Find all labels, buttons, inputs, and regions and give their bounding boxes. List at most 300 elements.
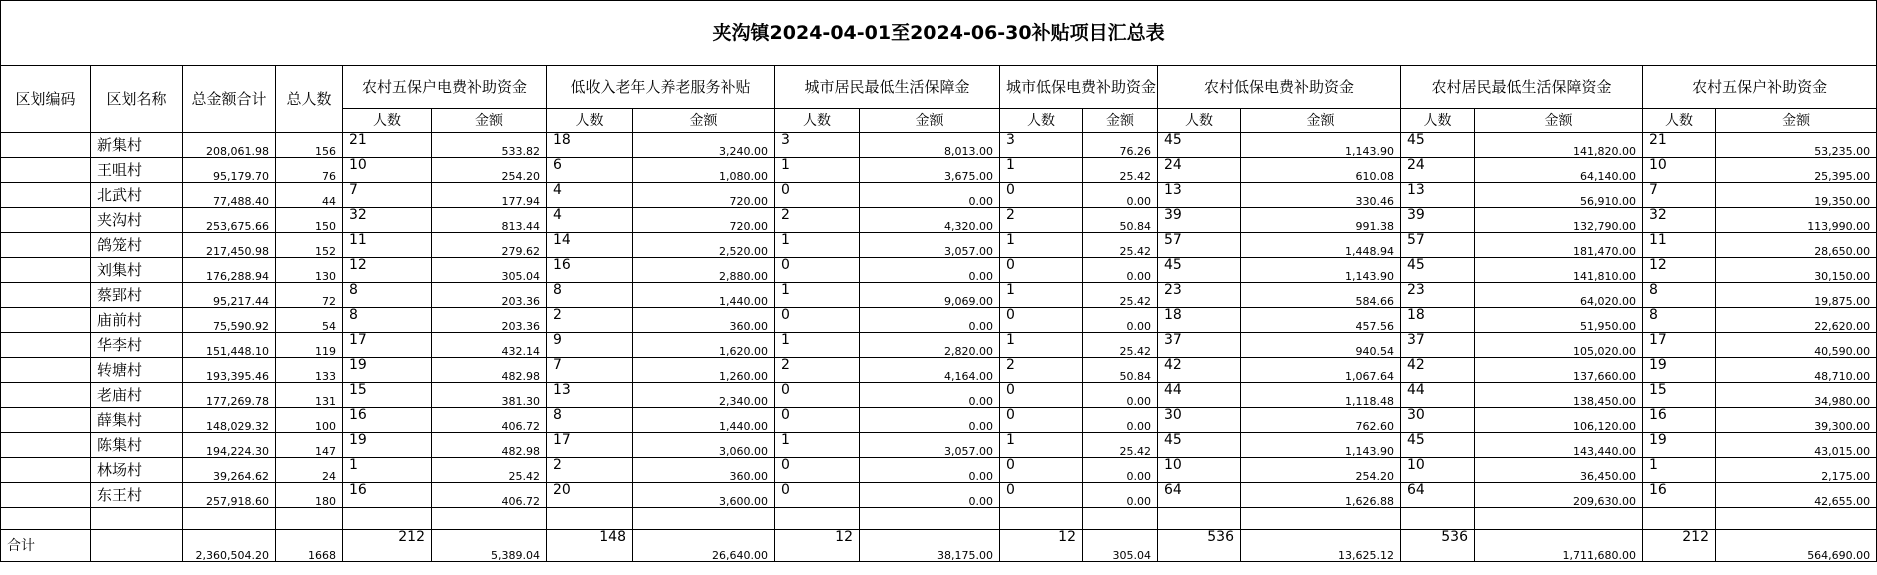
total-amount-value: 5,389.04 [432,530,547,562]
amount-cell: 141,810.00 [1475,258,1643,283]
amount-cell: 3,057.00 [860,433,1000,458]
people-count-cell: 19 [1643,433,1716,458]
amount-cell: 0.00 [1083,258,1158,283]
subheader-people: 人数 [1401,109,1475,133]
subheader-people: 人数 [1000,109,1083,133]
total-amount-cell: 77,488.40 [183,183,276,208]
subheader-people: 人数 [343,109,432,133]
group-header: 农村五保户补助资金 [1643,66,1877,109]
people-count-cell: 1 [1000,233,1083,258]
table-row [1,358,1877,383]
village-name-cell: 林场村 [91,458,183,483]
people-count-cell: 19 [343,358,432,383]
group-header: 农村居民最低生活保障资金 [1401,66,1643,109]
code-cell [1,208,91,233]
amount-cell: 1,143.90 [1241,133,1401,158]
people-count-cell: 19 [1643,358,1716,383]
people-count-cell: 21 [1643,133,1716,158]
people-count-cell: 1 [1000,433,1083,458]
people-count-cell: 16 [343,408,432,433]
amount-cell: 177.94 [432,183,547,208]
total-people-cell: 180 [276,483,343,508]
people-count-cell: 0 [775,308,860,333]
total-people-cell: 156 [276,133,343,158]
total-people-cell: 131 [276,383,343,408]
amount-cell: 132,790.00 [1475,208,1643,233]
people-count-cell: 0 [1000,383,1083,408]
people-count-cell: 13 [1401,183,1475,208]
amount-cell: 305.04 [432,258,547,283]
total-amount-cell: 39,264.62 [183,458,276,483]
total-amount-cell: 177,269.78 [183,383,276,408]
amount-cell: 0.00 [860,308,1000,333]
amount-cell: 30,150.00 [1716,258,1877,283]
total-people-cell: 150 [276,208,343,233]
total-people-cell: 119 [276,333,343,358]
people-count-cell: 18 [1158,308,1241,333]
village-name-cell: 刘集村 [91,258,183,283]
people-count-cell: 14 [547,233,633,258]
total-amount-cell: 176,288.94 [183,258,276,283]
total-people-count: 12 [775,530,860,562]
subheader-people: 人数 [1643,109,1716,133]
amount-cell: 19,875.00 [1716,283,1877,308]
table-row [1,283,1877,308]
code-cell [1,233,91,258]
people-count-cell: 0 [775,458,860,483]
amount-cell: 3,060.00 [633,433,775,458]
people-count-cell: 32 [343,208,432,233]
total-people-cell: 130 [276,258,343,283]
code-cell [1,308,91,333]
total-name-cell [91,530,183,562]
amount-cell: 3,240.00 [633,133,775,158]
people-count-cell: 12 [1643,258,1716,283]
people-count-cell: 0 [775,183,860,208]
people-count-cell: 17 [1643,333,1716,358]
amount-cell: 330.46 [1241,183,1401,208]
table-row [1,133,1877,158]
total-amount-cell: 257,918.60 [183,483,276,508]
people-count-cell: 45 [1158,133,1241,158]
amount-cell: 105,020.00 [1475,333,1643,358]
people-count-cell: 23 [1158,283,1241,308]
amount-cell: 138,450.00 [1475,383,1643,408]
village-name-cell: 夹沟村 [91,208,183,233]
total-amount-value: 305.04 [1083,530,1158,562]
people-count-cell: 2 [1000,208,1083,233]
people-count-cell: 2 [547,458,633,483]
amount-cell: 50.84 [1083,358,1158,383]
people-count-cell: 18 [1401,308,1475,333]
village-name-cell: 鸽笼村 [91,233,183,258]
amount-cell: 25.42 [1083,333,1158,358]
group-header: 农村五保户电费补助资金 [343,66,547,109]
amount-cell: 2,340.00 [633,383,775,408]
people-count-cell: 8 [547,283,633,308]
people-count-cell: 16 [343,483,432,508]
amount-cell: 279.62 [432,233,547,258]
total-people-cell: 100 [276,408,343,433]
total-people-cell: 133 [276,358,343,383]
amount-cell: 0.00 [1083,308,1158,333]
people-count-cell: 0 [775,483,860,508]
total-amount-cell: 148,029.32 [183,408,276,433]
code-cell [1,333,91,358]
header-code: 区划编码 [1,66,91,133]
people-count-cell: 42 [1158,358,1241,383]
amount-cell: 0.00 [860,258,1000,283]
amount-cell: 25.42 [1083,158,1158,183]
people-count-cell: 10 [1643,158,1716,183]
amount-cell: 1,448.94 [1241,233,1401,258]
people-count-cell: 2 [775,358,860,383]
total-amount-cell: 2,360,504.20 [183,530,276,562]
amount-cell: 1,067.64 [1241,358,1401,383]
total-people-cell: 152 [276,233,343,258]
table-row [1,258,1877,283]
amount-cell: 8,013.00 [860,133,1000,158]
amount-cell: 0.00 [860,183,1000,208]
people-count-cell: 39 [1401,208,1475,233]
amount-cell: 406.72 [432,483,547,508]
total-people-cell: 24 [276,458,343,483]
amount-cell: 25.42 [1083,233,1158,258]
people-count-cell: 16 [1643,483,1716,508]
people-count-cell: 1 [1000,283,1083,308]
people-count-cell: 18 [547,133,633,158]
code-cell [1,408,91,433]
people-count-cell: 15 [1643,383,1716,408]
amount-cell: 25.42 [1083,283,1158,308]
amount-cell: 1,143.90 [1241,258,1401,283]
amount-cell: 360.00 [633,458,775,483]
amount-cell: 1,260.00 [633,358,775,383]
total-people-cell: 1668 [276,530,343,562]
amount-cell: 991.38 [1241,208,1401,233]
people-count-cell: 7 [1643,183,1716,208]
people-count-cell: 3 [775,133,860,158]
people-count-cell: 8 [1643,308,1716,333]
people-count-cell: 11 [1643,233,1716,258]
amount-cell: 42,655.00 [1716,483,1877,508]
people-count-cell: 1 [775,158,860,183]
amount-cell: 25.42 [432,458,547,483]
subheader-amount: 金额 [1716,109,1877,133]
header-name: 区划名称 [91,66,183,133]
amount-cell: 64,020.00 [1475,283,1643,308]
amount-cell: 2,175.00 [1716,458,1877,483]
total-amount-cell: 151,448.10 [183,333,276,358]
people-count-cell: 17 [547,433,633,458]
people-count-cell: 12 [343,258,432,283]
amount-cell: 720.00 [633,208,775,233]
amount-cell: 0.00 [1083,458,1158,483]
people-count-cell: 24 [1158,158,1241,183]
amount-cell: 533.82 [432,133,547,158]
amount-cell: 0.00 [860,383,1000,408]
total-amount-value: 26,640.00 [633,530,775,562]
village-name-cell: 庙前村 [91,308,183,333]
people-count-cell: 10 [1401,458,1475,483]
total-amount-cell: 217,450.98 [183,233,276,258]
table-row [1,408,1877,433]
people-count-cell: 6 [547,158,633,183]
total-people-count: 536 [1158,530,1241,562]
total-people-count: 148 [547,530,633,562]
people-count-cell: 7 [343,183,432,208]
total-people-cell: 72 [276,283,343,308]
total-label: 合计 [1,530,91,562]
total-amount-cell: 75,590.92 [183,308,276,333]
amount-cell: 22,620.00 [1716,308,1877,333]
people-count-cell: 7 [547,358,633,383]
village-name-cell: 转塘村 [91,358,183,383]
amount-cell: 0.00 [860,458,1000,483]
amount-cell: 203.36 [432,283,547,308]
amount-cell: 0.00 [860,408,1000,433]
amount-cell: 36,450.00 [1475,458,1643,483]
total-people-cell: 44 [276,183,343,208]
code-cell [1,358,91,383]
people-count-cell: 1 [1000,158,1083,183]
subheader-amount: 金额 [432,109,547,133]
amount-cell: 3,675.00 [860,158,1000,183]
people-count-cell: 16 [1643,408,1716,433]
people-count-cell: 1 [775,333,860,358]
village-name-cell: 东王村 [91,483,183,508]
amount-cell: 940.54 [1241,333,1401,358]
amount-cell: 0.00 [1083,383,1158,408]
amount-cell: 610.08 [1241,158,1401,183]
total-amount-cell: 95,217.44 [183,283,276,308]
amount-cell: 381.30 [432,383,547,408]
total-amount-cell: 193,395.46 [183,358,276,383]
code-cell [1,258,91,283]
people-count-cell: 4 [547,183,633,208]
people-count-cell: 39 [1158,208,1241,233]
amount-cell: 56,910.00 [1475,183,1643,208]
people-count-cell: 8 [547,408,633,433]
amount-cell: 1,080.00 [633,158,775,183]
people-count-cell: 44 [1158,383,1241,408]
amount-cell: 0.00 [860,483,1000,508]
subheader-amount: 金额 [1475,109,1643,133]
amount-cell: 143,440.00 [1475,433,1643,458]
people-count-cell: 21 [343,133,432,158]
total-people-count: 536 [1401,530,1475,562]
total-amount-cell: 194,224.30 [183,433,276,458]
people-count-cell: 3 [1000,133,1083,158]
amount-cell: 3,600.00 [633,483,775,508]
people-count-cell: 1 [775,283,860,308]
amount-cell: 4,164.00 [860,358,1000,383]
people-count-cell: 37 [1401,333,1475,358]
amount-cell: 1,118.48 [1241,383,1401,408]
amount-cell: 360.00 [633,308,775,333]
total-people-cell: 54 [276,308,343,333]
amount-cell: 3,057.00 [860,233,1000,258]
code-cell [1,283,91,308]
people-count-cell: 10 [1158,458,1241,483]
amount-cell: 254.20 [432,158,547,183]
code-cell [1,183,91,208]
total-row [1,530,1877,562]
subheader-amount: 金额 [860,109,1000,133]
amount-cell: 1,440.00 [633,408,775,433]
amount-cell: 9,069.00 [860,283,1000,308]
amount-cell: 64,140.00 [1475,158,1643,183]
people-count-cell: 45 [1401,433,1475,458]
total-people-cell: 147 [276,433,343,458]
total-amount-value: 13,625.12 [1241,530,1401,562]
people-count-cell: 2 [775,208,860,233]
amount-cell: 0.00 [1083,183,1158,208]
village-name-cell: 华李村 [91,333,183,358]
village-name-cell: 新集村 [91,133,183,158]
header-total-amount: 总金额合计 [183,66,276,133]
amount-cell: 203.36 [432,308,547,333]
amount-cell: 19,350.00 [1716,183,1877,208]
group-header: 城市低保电费补助资金 [1000,66,1158,109]
table-row [1,183,1877,208]
amount-cell: 1,626.88 [1241,483,1401,508]
people-count-cell: 19 [343,433,432,458]
people-count-cell: 8 [1643,283,1716,308]
people-count-cell: 1 [775,433,860,458]
people-count-cell: 1 [1000,333,1083,358]
amount-cell: 39,300.00 [1716,408,1877,433]
people-count-cell: 0 [1000,483,1083,508]
people-count-cell: 45 [1401,258,1475,283]
people-count-cell: 15 [343,383,432,408]
table-title: 夹沟镇2024-04-01至2024-06-30补贴项目汇总表 [1,1,1877,66]
subheader-amount: 金额 [633,109,775,133]
amount-cell: 4,320.00 [860,208,1000,233]
amount-cell: 34,980.00 [1716,383,1877,408]
village-name-cell: 王咀村 [91,158,183,183]
amount-cell: 457.56 [1241,308,1401,333]
people-count-cell: 24 [1401,158,1475,183]
people-count-cell: 8 [343,308,432,333]
group-header: 城市居民最低生活保障金 [775,66,1000,109]
amount-cell: 113,990.00 [1716,208,1877,233]
people-count-cell: 0 [1000,458,1083,483]
people-count-cell: 42 [1401,358,1475,383]
amount-cell: 76.26 [1083,133,1158,158]
people-count-cell: 0 [775,383,860,408]
village-name-cell: 北武村 [91,183,183,208]
amount-cell: 43,015.00 [1716,433,1877,458]
total-amount-value: 38,175.00 [860,530,1000,562]
amount-cell: 0.00 [1083,408,1158,433]
people-count-cell: 1 [343,458,432,483]
table-row [1,233,1877,258]
code-cell [1,458,91,483]
code-cell [1,158,91,183]
amount-cell: 584.66 [1241,283,1401,308]
code-cell [1,383,91,408]
table-row [1,158,1877,183]
people-count-cell: 1 [775,233,860,258]
table-row [1,208,1877,233]
people-count-cell: 20 [547,483,633,508]
amount-cell: 1,143.90 [1241,433,1401,458]
people-count-cell: 0 [775,408,860,433]
group-header: 农村低保电费补助资金 [1158,66,1401,109]
people-count-cell: 30 [1401,408,1475,433]
amount-cell: 406.72 [432,408,547,433]
amount-cell: 254.20 [1241,458,1401,483]
amount-cell: 53,235.00 [1716,133,1877,158]
total-amount-cell: 253,675.66 [183,208,276,233]
amount-cell: 762.60 [1241,408,1401,433]
amount-cell: 2,820.00 [860,333,1000,358]
amount-cell: 48,710.00 [1716,358,1877,383]
amount-cell: 720.00 [633,183,775,208]
people-count-cell: 0 [1000,258,1083,283]
people-count-cell: 4 [547,208,633,233]
subheader-people: 人数 [1158,109,1241,133]
people-count-cell: 0 [1000,183,1083,208]
people-count-cell: 17 [343,333,432,358]
amount-cell: 813.44 [432,208,547,233]
total-people-count: 212 [1643,530,1716,562]
table-row [1,433,1877,458]
people-count-cell: 2 [547,308,633,333]
amount-cell: 28,650.00 [1716,233,1877,258]
code-cell [1,433,91,458]
amount-cell: 141,820.00 [1475,133,1643,158]
amount-cell: 181,470.00 [1475,233,1643,258]
amount-cell: 432.14 [432,333,547,358]
village-name-cell: 陈集村 [91,433,183,458]
subheader-people: 人数 [775,109,860,133]
people-count-cell: 0 [775,258,860,283]
table-row [1,383,1877,408]
people-count-cell: 9 [547,333,633,358]
subheader-people: 人数 [547,109,633,133]
people-count-cell: 30 [1158,408,1241,433]
amount-cell: 25,395.00 [1716,158,1877,183]
people-count-cell: 45 [1401,133,1475,158]
people-count-cell: 57 [1401,233,1475,258]
code-cell [1,133,91,158]
people-count-cell: 0 [1000,308,1083,333]
amount-cell: 106,120.00 [1475,408,1643,433]
total-people-count: 12 [1000,530,1083,562]
blank-row [1,508,1877,530]
village-name-cell: 蔡郢村 [91,283,183,308]
people-count-cell: 57 [1158,233,1241,258]
people-count-cell: 44 [1401,383,1475,408]
amount-cell: 2,520.00 [633,233,775,258]
people-count-cell: 11 [343,233,432,258]
table-row [1,483,1877,508]
amount-cell: 482.98 [432,358,547,383]
people-count-cell: 8 [343,283,432,308]
village-name-cell: 薛集村 [91,408,183,433]
people-count-cell: 16 [547,258,633,283]
header-total-people: 总人数 [276,66,343,133]
amount-cell: 51,950.00 [1475,308,1643,333]
people-count-cell: 64 [1401,483,1475,508]
amount-cell: 482.98 [432,433,547,458]
total-amount-value: 1,711,680.00 [1475,530,1643,562]
total-people-cell: 76 [276,158,343,183]
subheader-amount: 金额 [1083,109,1158,133]
amount-cell: 40,590.00 [1716,333,1877,358]
